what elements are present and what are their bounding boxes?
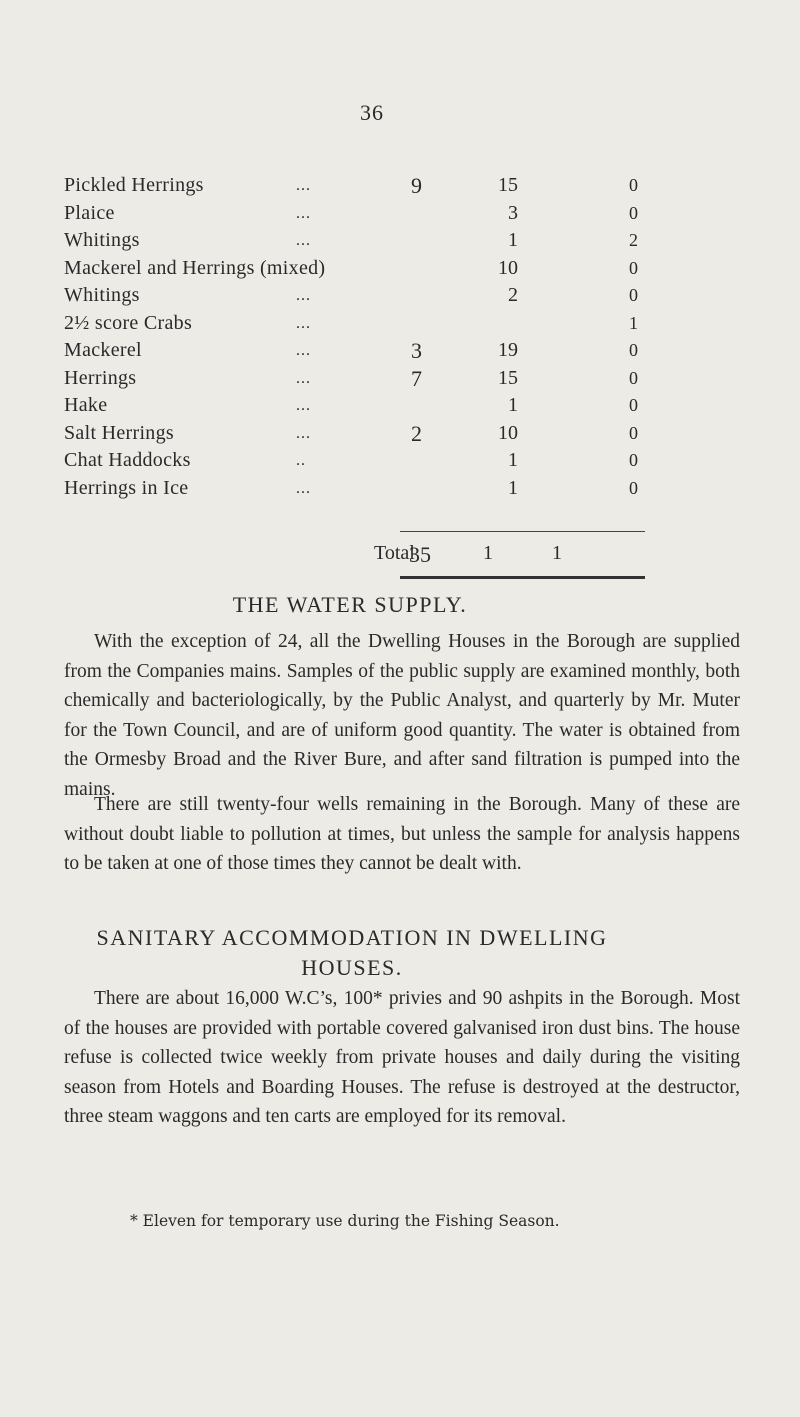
table-row [64, 475, 744, 503]
fish-table [64, 172, 744, 502]
shillings-value: 1 [508, 449, 518, 471]
leader-dots: ... [296, 287, 311, 304]
leader-dots: ... [296, 177, 311, 194]
total-pence: 1 [552, 542, 562, 564]
item-name: Mackerel [64, 339, 142, 361]
total-divider [400, 531, 645, 532]
total-shillings: 1 [483, 542, 493, 564]
water-supply-paragraph-2: There are still twenty-four wells remaining in the Borough. Many of these are without doubt liable to pollution at times, but unless the sample for analysis happens to be taken at one of those times they cannot be dealt with. [64, 794, 740, 874]
pounds-value: 7 [411, 365, 422, 391]
total-row [64, 542, 744, 572]
table-row [64, 365, 744, 393]
shillings-value: 1 [508, 394, 518, 416]
total-label: Total [374, 542, 415, 564]
shillings-value: 1 [508, 476, 518, 499]
leader-dots: ... [296, 342, 311, 359]
leader-dots: ... [296, 232, 311, 249]
shillings-value: 10 [498, 421, 518, 444]
pounds-value: 9 [411, 173, 422, 198]
table-row [64, 337, 744, 365]
item-name: Chat Haddocks [64, 449, 191, 471]
page-number: 36 [360, 100, 384, 125]
shillings-value: 3 [508, 201, 518, 224]
water-supply-heading: THE WATER SUPPLY. [232, 592, 468, 617]
item-name: Salt Herrings [64, 421, 174, 444]
item-name: Hake [64, 394, 108, 416]
pence-value: 2 [629, 230, 638, 250]
leader-dots: ... [296, 424, 311, 442]
pence-value: 0 [629, 257, 638, 278]
item-name: Mackerel and Herrings (mixed) [64, 256, 326, 279]
shillings-value: 19 [498, 339, 518, 361]
table-row [64, 420, 744, 448]
leader-dots: ... [296, 204, 311, 222]
pence-value: 0 [629, 202, 638, 223]
total-double-rule [400, 576, 645, 579]
leader-dots: ... [296, 479, 311, 497]
table-row [64, 172, 744, 200]
item-name: Herrings in Ice [64, 476, 189, 499]
sanitary-heading-line-2: HOUSES. [301, 955, 403, 980]
table-row [64, 392, 744, 420]
pence-value: 0 [629, 450, 638, 470]
table-row [64, 255, 744, 283]
total-pounds: 35 [409, 542, 431, 567]
leader-dots: ... [296, 397, 311, 414]
shillings-value: 10 [498, 256, 518, 279]
pence-value: 0 [629, 285, 638, 305]
item-name: Herrings [64, 366, 137, 389]
sanitary-paragraph: There are about 16,000 W.C’s, 100* privies and 90 ashpits in the Borough. Most of the houses are provided with portable covered galvanised iron dust bins. The house refuse is collected twice weekly from private houses and daily during the visiting season from Hotels and Boarding Houses. The refuse is destroyed at the destructor, three steam waggons and ten carts are employed for its removal. [64, 988, 740, 1127]
table-row [64, 447, 744, 475]
leader-dots: ... [296, 369, 311, 387]
shillings-value: 15 [498, 366, 518, 389]
item-name: Whitings [64, 284, 140, 306]
pounds-value: 3 [411, 338, 422, 363]
table-row [64, 227, 744, 255]
water-supply-paragraph-1: With the exception of 24, all the Dwelling Houses in the Borough are supplied from the Companies mains. Samples of the public supply are examined monthly, both chemically and bacteriologically, by the Public Analyst, and quarterly by Mr. Muter for the Town Council, and are of uniform good quantity. The water is obtained from the Ormesby Broad and the River Bure, and after sand filtration is pumped into the mains. [64, 631, 740, 800]
pence-value: 0 [629, 175, 638, 195]
item-name: 2½ score Crabs [64, 311, 193, 334]
pence-value: 1 [629, 312, 638, 333]
pence-value: 0 [629, 340, 638, 360]
pence-value: 0 [629, 422, 638, 443]
shillings-value: 2 [508, 284, 518, 306]
shillings-value: 15 [498, 174, 518, 196]
item-name: Whitings [64, 229, 140, 251]
sanitary-heading [0, 923, 752, 983]
pounds-value: 2 [411, 420, 422, 446]
leader-dots: ... [296, 314, 311, 332]
shillings-value: 1 [508, 229, 518, 251]
pence-value: 0 [629, 367, 638, 388]
pence-value: 0 [629, 395, 638, 415]
leader-dots: .. [296, 452, 306, 469]
footnote: * Eleven for temporary use during the Fishing Season. [130, 1212, 560, 1230]
item-name: Pickled Herrings [64, 174, 204, 196]
table-row [64, 200, 744, 228]
sanitary-heading-line-1: SANITARY ACCOMMODATION IN DWELLING [96, 925, 608, 950]
item-name: Plaice [64, 201, 115, 224]
pence-value: 0 [629, 477, 638, 498]
table-row [64, 282, 744, 310]
table-row [64, 310, 744, 338]
